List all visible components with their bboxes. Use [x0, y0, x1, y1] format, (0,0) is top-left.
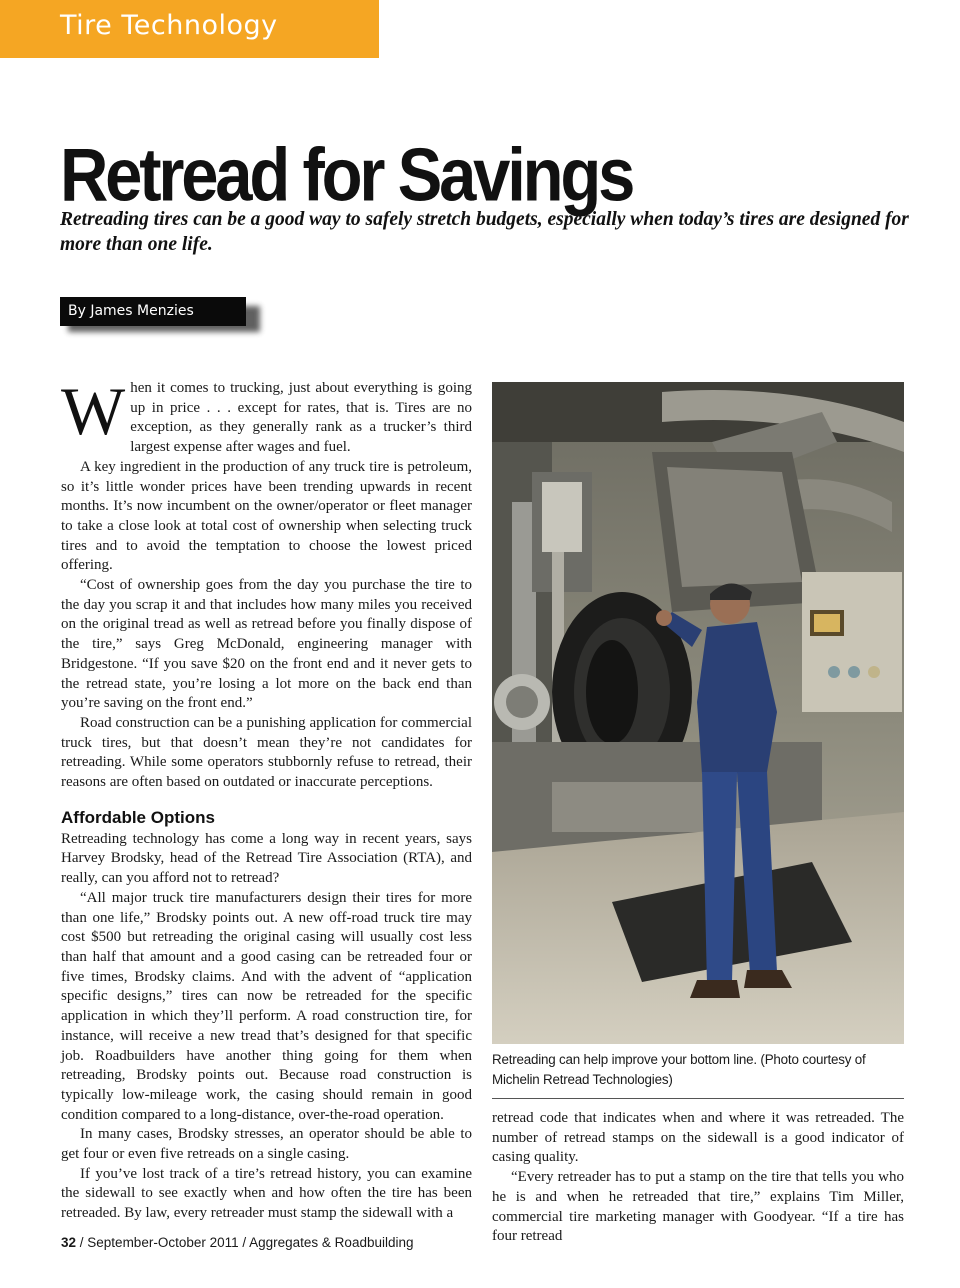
paragraph: “Every retreader has to put a stamp on the tire that tells you who he is and when he retreaded that tire,” explains Tim Miller, commercial tire marketing manager with Goodyear. “If a tire has four retread	[492, 1169, 904, 1245]
left-column	[61, 373, 472, 1224]
drop-cap: W	[61, 373, 126, 449]
page-number: 32	[61, 1235, 77, 1250]
paragraph	[61, 373, 472, 458]
subhead: Affordable Options	[61, 807, 215, 827]
paragraph: Retreading technology has come a long way in recent years, says Harvey Brodsky, head of the Retread Tire Association (RTA), and really, can you afford not to retread?	[61, 830, 472, 887]
footer-text: / September-October 2011 / Aggregates & Roadbuilding	[76, 1235, 414, 1250]
caption-divider	[492, 1098, 904, 1099]
retread-photo	[492, 382, 904, 1044]
right-column	[492, 1109, 904, 1247]
paragraph: Road construction can be a punishing application for commercial truck tires, but that doesn’t mean they’re not candidates for retreading. While some operators stubbornly refuse to retread, their reasons are often based on outdated or inaccurate perceptions.	[61, 714, 472, 791]
photo-caption: Retreading can help improve your bottom line. (Photo courtesy of Michelin Retread Technologies)	[492, 1052, 866, 1087]
photo-illustration	[492, 382, 904, 1044]
byline: By James Menzies	[60, 297, 246, 326]
section-label: Tire Technology	[60, 10, 278, 41]
headline: Retread for Savings	[60, 133, 633, 218]
section-tab	[0, 0, 379, 58]
paragraph: “Cost of ownership goes from the day you purchase the tire to the day you scrap it and that includes how many miles you received on the original tread as well as retread before you finally dispose of the tire,” says Greg McDonald, engineering manager with Bridgestone. “If you save $20 on the front end and it never gets to the retread state, you’re losing a lot more on the back end than you’re saving on the front end.”	[61, 577, 472, 712]
page-footer	[61, 1235, 414, 1250]
paragraph-text: hen it comes to trucking, just about everything is going up in price . . . except for rates, that is. Tires are no exception, as they generally rank as a trucker’s third largest expense after wages and fuel.	[130, 380, 472, 456]
paragraph: retread code that indicates when and where it was retreaded. The number of retread stamps on the sidewall is a good indicator of casing quality.	[492, 1110, 904, 1166]
paragraph: If you’ve lost track of a tire’s retread history, you can examine the sidewall to see exactly when and how often the tire has been retreaded. By law, every retreader must stamp the sidewall with a	[61, 1165, 472, 1222]
paragraph: A key ingredient in the production of any truck tire is petroleum, so it’s little wonder prices have been trending upwards in recent months. It’s now incumbent on the owner/operator or fleet manager to take a close look at total cost of ownership when selecting truck tires and to avoid the temptation to choose the lowest priced offering.	[61, 458, 472, 574]
paragraph: “All major truck tire manufacturers design their tires for more than one life,” Brodsky points out. A new off-road truck tire may cost $500 but retreading the original casing will usually cost less than half that amount and a good casing can be retreaded four or five times, Brodsky claims. And with the advent of “application specific designs,” tires can now be retreaded for the specific application in which they’ll perform. A road construction tire, for instance, will receive a new tread that’s designed for that specific job. Roadbuilders have another thing going for them when retreading, Brodsky points out. Because road construction is typically low-mileage work, the casing should remain in good condition compared to a long-distance, over-the-road operation.	[61, 889, 472, 1123]
deck: Retreading tires can be a good way to safely stretch budgets, especially when today’s tires are designed for more than one life.	[60, 209, 909, 255]
paragraph: In many cases, Brodsky stresses, an operator should be able to get four or even five retreads on a single casing.	[61, 1126, 472, 1163]
